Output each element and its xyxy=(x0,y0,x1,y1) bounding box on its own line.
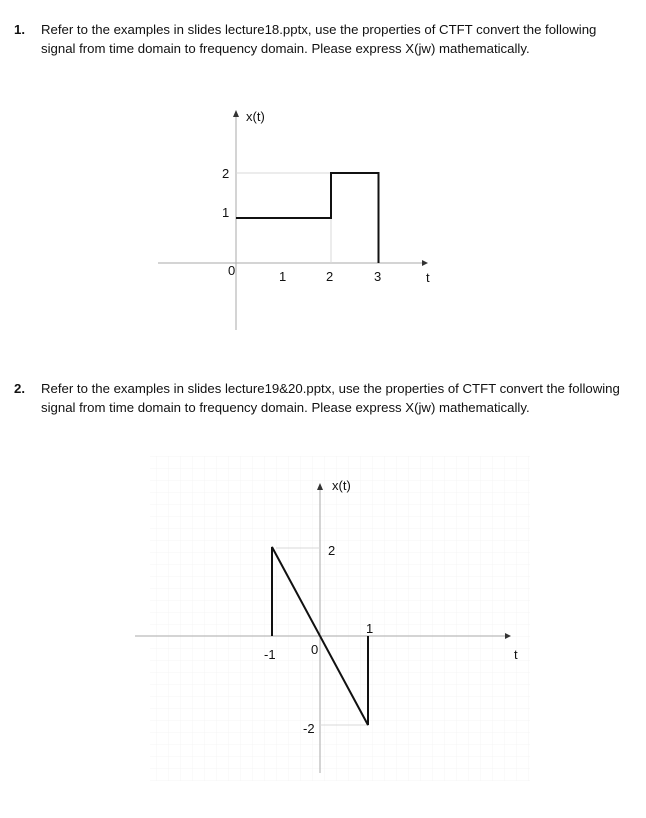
chart-2 xyxy=(135,456,530,781)
chart-1 xyxy=(158,109,430,330)
x-tick-label: 2 xyxy=(326,269,334,284)
y-tick-label: 2 xyxy=(222,166,230,181)
signal-trace xyxy=(236,173,379,263)
x-axis-label: t xyxy=(514,647,518,662)
x-axis-arrow xyxy=(422,260,428,266)
y-tick-label: -2 xyxy=(303,721,315,736)
y-tick-label: 2 xyxy=(328,543,336,558)
question-text: Refer to the examples in slides lecture19&20.pptx, use the properties of CTFT convert the following signal from time domain to frequency domain. Please express X(jw) mathematically. xyxy=(41,381,620,415)
question-text: Refer to the examples in slides lecture18.pptx, use the properties of CTFT convert the following signal from time domain to frequency domain. Please express X(jw) mathematically. xyxy=(41,22,597,56)
question-number: 2. xyxy=(14,381,25,396)
x-tick-label: 1 xyxy=(279,269,287,284)
x-tick-label: 0 xyxy=(311,642,319,657)
y-axis-arrow xyxy=(233,110,239,117)
x-tick-label: 0 xyxy=(228,263,236,278)
background-grid xyxy=(150,456,530,781)
y-axis-label: x(t) xyxy=(332,478,351,493)
y-tick-label: 1 xyxy=(222,205,230,220)
x-tick-label: 1 xyxy=(366,621,374,636)
x-axis-label: t xyxy=(426,270,430,285)
x-tick-label: 3 xyxy=(374,269,382,284)
x-tick-label: -1 xyxy=(264,647,276,662)
y-axis-label: x(t) xyxy=(246,109,265,124)
question-number: 1. xyxy=(14,22,25,37)
